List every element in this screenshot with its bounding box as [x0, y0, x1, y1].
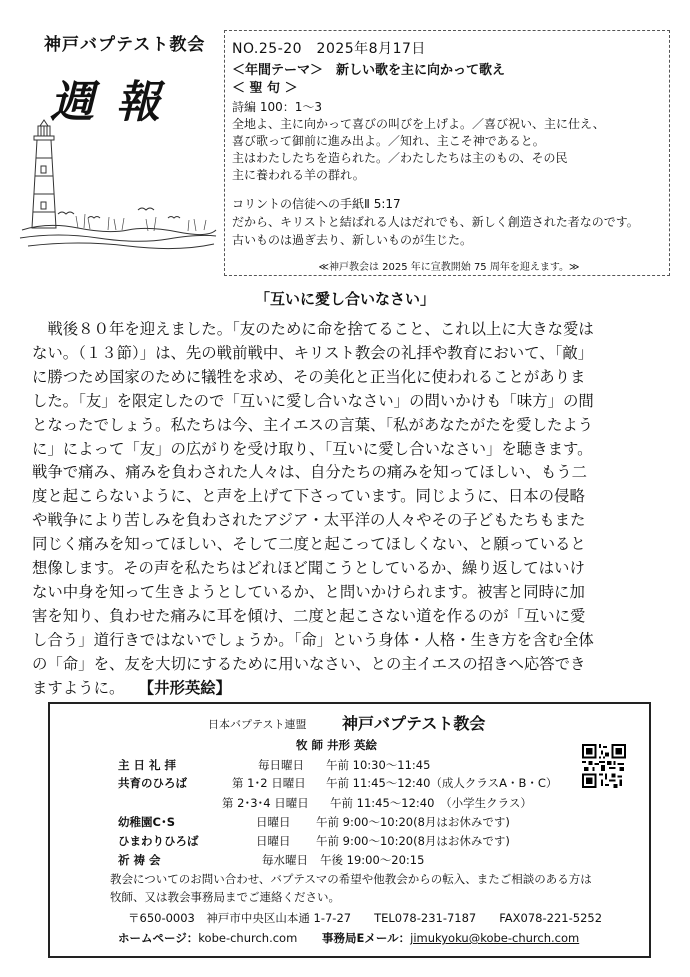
- article-line: し合う」道行きではないでしょうか。「命」という身体・人格・生き方を含む全体: [32, 630, 594, 649]
- article-line: に勝つため国家のために犠牲を求め、その美化と正当化に使われることがありま: [32, 367, 586, 386]
- schedule-name: 幼稚園C･S: [118, 815, 175, 829]
- psalm-line: 喜び歌って御前に進み出よ。／知れ、主こそ神であると。: [232, 134, 545, 148]
- article-line: 害を知り、負わせた痛みに耳を傾け、二度と起こさない道を作るのが「互いに愛: [32, 606, 586, 625]
- issue-number-date: NO.25-20 2025年8月17日: [232, 41, 426, 57]
- schedule-name: ひまわりひろば: [118, 834, 199, 848]
- pastor-name: 牧 師 井形 英絵: [296, 738, 378, 752]
- email-label: 事務局Eメール：: [322, 931, 411, 945]
- union-name: 日本バプテスト連盟: [208, 718, 307, 731]
- contact-line: 教会についてのお問い合わせ、バプテスマの希望や他教会からの転入、またご相談のある方は: [110, 872, 592, 886]
- schedule-time: 午前 9:00～10:20(8月はお休みです): [316, 834, 510, 848]
- article-line-last: [32, 677, 662, 701]
- article-line: ない中身を知って生きようとしているか、と問いかけられます。被害と同時に加: [32, 582, 585, 601]
- schedule-time: 午前 11:45～12:40 （小学生クラス）: [330, 796, 532, 810]
- schedule-day: 毎水曜日: [262, 853, 308, 867]
- article-line: ない。（１３節）」は、先の戦前戦中、キリスト教会の礼拝や教育において、「敵」: [32, 343, 594, 362]
- contact-line: 牧師、又は教会事務局までご連絡ください。: [110, 890, 340, 904]
- article-author: 【井形英絵】: [146, 678, 232, 697]
- corinthians-line: だから、キリストと結ばれる人はだれでも、新しく創造された者なのです。: [232, 215, 639, 229]
- schedule-time: 午前 11:45～12:40（成人クラスA・B・C）: [326, 776, 558, 790]
- schedule-day: 第 1･2 日曜日: [232, 776, 306, 790]
- article-line: 想像します。その声を私たちはどれほど聞こうとしているか、繰り返してはいけ: [32, 559, 585, 578]
- qr-code[interactable]: [582, 744, 626, 788]
- article-line: した。「友」を限定したので「互いに愛し合いなさい」の問いかけも「味方」の間: [32, 391, 594, 410]
- article-line: となったでしょう。私たちは今、主イエスの言葉、「私があなたがたを愛したよう: [32, 415, 594, 434]
- address-line: 〒650-0003 神戸市中央区山本通 1-7-27 TEL078-231-7187 FAX078-221-5252: [128, 911, 603, 925]
- article-body: [32, 318, 662, 701]
- psalm-line: 主はわたしたちを造られた。／わたしたちは主のもの、その民: [232, 151, 568, 165]
- corinthians-line: 古いものは過ぎ去り、新しいものが生じた。: [232, 233, 473, 247]
- psalm-reference: 詩編 100：1～3: [232, 100, 322, 114]
- schedule-time: 午前 10:30～11:45: [326, 758, 431, 772]
- article-line: 戦争で痛み、痛みを負わされた人々は、自分たちの痛みを知ってほしい、もう二: [32, 463, 587, 482]
- scripture-label: ＜ 聖 句 ＞: [232, 81, 298, 96]
- bulletin-title: 週報: [50, 77, 182, 128]
- anniversary-note: ≪神戸教会は 2025 年に宣教開始 75 周年を迎えます。≫: [318, 262, 580, 273]
- email-link[interactable]: jimukyoku@kobe-church.com: [410, 931, 580, 945]
- church-name: 神戸バプテスト教会: [44, 35, 206, 55]
- article-line: や戦争により苦しみを負わされたアジア・太平洋の人々やその子どもたちもまた: [32, 511, 586, 530]
- schedule-time: 午前 9:00～10:20(8月はお休みです): [316, 815, 510, 829]
- homepage-label: ホームページ：: [118, 931, 199, 945]
- article-title: 「互いに愛し合いなさい」: [254, 290, 435, 308]
- schedule-day: 日曜日: [256, 815, 291, 829]
- schedule-day: 日曜日: [256, 834, 291, 848]
- schedule-name: 共育のひろば: [118, 776, 187, 790]
- article-line: ますように。: [32, 678, 125, 697]
- schedule-name: 祈 祷 会: [118, 853, 161, 867]
- psalm-line: 全地よ、主に向かって喜びの叫びを上げよ。／喜び祝い、主に仕え、: [232, 117, 605, 131]
- schedule-day: 第 2･3･4 日曜日: [222, 796, 309, 810]
- schedule-name: 主 日 礼 拝: [118, 758, 177, 772]
- lighthouse-illustration: [18, 118, 218, 252]
- footer-church-name: 神戸バプテスト教会: [342, 714, 486, 733]
- article-line: の「命」を、友を大切にするために用いなさい、との主イエスの招きへ応答でき: [32, 654, 586, 673]
- article-line: 度と起こらないように、と声を上げて下さっています。同じように、日本の侵略: [32, 487, 585, 506]
- schedule-day: 毎日曜日: [258, 758, 304, 772]
- article-line: に」によって「友」の広がりを受け取り、「互いに愛し合いなさい」を聴きます。: [32, 439, 593, 458]
- schedule-time: 午後 19:00～20:15: [320, 853, 425, 867]
- corinthians-reference: コリントの信徒への手紙Ⅱ 5:17: [232, 197, 401, 211]
- homepage-link[interactable]: kobe-church.com: [198, 931, 298, 945]
- article-line: 戦後８０年を迎えました。「友のために命を捨てること、これ以上に大きな愛は: [32, 320, 594, 338]
- annual-theme: ＜年間テーマ＞ 新しい歌を主に向かって歌え: [232, 63, 506, 78]
- psalm-line: 主に養われる羊の群れ。: [232, 168, 365, 182]
- article-line: 同じく痛みを知ってほしい、そして二度と起こってほしくない、と願っていると: [32, 535, 586, 554]
